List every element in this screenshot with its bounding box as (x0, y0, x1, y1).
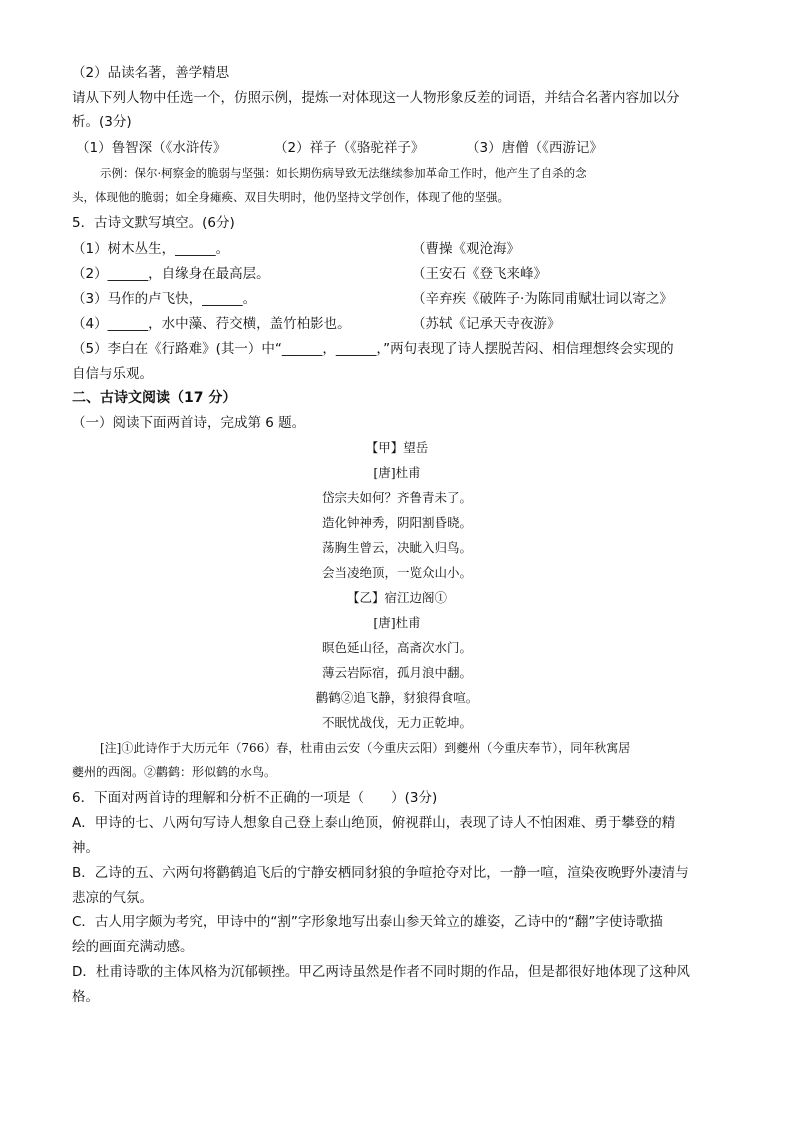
q5-item-2-source: （王安石《登飞来峰》 (412, 266, 547, 282)
q5-item-4-source: （苏轼《记承天寺夜游》 (412, 316, 561, 332)
poem-b-author: [唐]杜甫 (373, 615, 421, 630)
option-2: （2）祥子（《骆驼祥子》 (274, 140, 425, 156)
instruction-line-2: 析。(3分) (72, 114, 132, 130)
poem-a-line-3: 荡胸生曾云，决眦入归鸟。 (321, 540, 472, 555)
q5-item-2: （2）______，自缘身在最高层。 (72, 266, 270, 282)
poem-a-title: 【甲】望岳 (365, 440, 429, 455)
q6-option-b-line-1: B．乙诗的五、六两句将鹳鹤追飞后的宁静安栖同豺狼的争喧抢夺对比，一静一喧，渲染夜晚野外凄清与 (72, 865, 689, 881)
poem-b-line-1: 暝色延山径，高斋次水门。 (321, 640, 472, 655)
q5-item-1-source: （曹操《观沧海》 (412, 241, 520, 257)
poem-b-line-4: 不眠忧战伐，无力正乾坤。 (321, 715, 472, 730)
q6-option-d-line-2: 格。 (72, 989, 99, 1005)
q6-option-c-line-1: C．古人用字颇为考究，甲诗中的“割”字形象地写出泰山参天耸立的雄姿，乙诗中的“翻”字使诗歌描 (72, 914, 663, 930)
note-line-1: [注]①此诗作于大历元年（766）春，杜甫由云安（今重庆云阳）到夔州（今重庆奉节），同年秋寓居 (100, 741, 631, 755)
section-2-title: （2）品读名著，善学精思 (72, 65, 230, 81)
example-line-1: 示例：保尔·柯察金的脆弱与坚强：如长期伤病导致无法继续参加革命工作时，他产生了自杀的念 (100, 166, 587, 180)
poem-a-line-1: 岱宗夫如何？齐鲁青未了。 (321, 490, 472, 505)
q5-item-5-line-1: （5）李白在《行路难》(其一）中“______，______，”两句表现了诗人摆脱苦闷、相信理想终会实现的 (72, 341, 674, 357)
poem-a-line-4: 会当凌绝顶，一览众山小。 (321, 565, 472, 580)
part-2-sub-heading: （一）阅读下面两首诗，完成第 6 题。 (72, 415, 306, 431)
poem-b-line-3: 鹳鹤②追飞静，豺狼得食喧。 (315, 690, 479, 705)
q5-item-3: （3）马作的卢飞快，______。 (72, 291, 257, 307)
q5-title: 5．古诗文默写填空。(6分) (72, 215, 235, 231)
poem-b-title: 【乙】宿江边阁① (346, 590, 447, 605)
q5-item-5-line-2: 自信与乐观。 (72, 366, 153, 382)
q6-option-d-line-1: D．杜甫诗歌的主体风格为沉郁顿挫。甲乙两诗虽然是作者不同时期的作品，但是都很好地体现了这种风 (72, 964, 690, 980)
poem-b-line-2: 薄云岩际宿，孤月浪中翻。 (321, 665, 472, 680)
option-1: （1）鲁智深（《水浒传》 (76, 140, 227, 156)
part-2-heading: 二、古诗文阅读（17 分） (72, 390, 237, 406)
q6-option-a-line-1: A．甲诗的七、八两句写诗人想象自己登上泰山绝顶，俯视群山，表现了诗人不怕困难、勇于攀登的精 (72, 815, 676, 831)
poem-a-line-2: 造化钟神秀，阴阳割昏晓。 (321, 515, 472, 530)
q6-option-c-line-2: 绘的画面充满动感。 (72, 939, 194, 955)
instruction-line-1: 请从下列人物中任选一个，仿照示例，提炼一对体现这一人物形象反差的词语，并结合名著内容加以分 (72, 90, 680, 106)
q5-item-1: （1）树木丛生，______。 (72, 241, 230, 257)
q5-item-3-source: （辛弃疾《破阵子·为陈同甫赋壮词以寄之》 (412, 291, 673, 307)
q6-option-a-line-2: 神。 (72, 840, 99, 856)
q6-option-b-line-2: 悲凉的气氛。 (72, 890, 153, 906)
q6-stem: 6．下面对两首诗的理解和分析不正确的一项是（ ）(3分) (72, 790, 438, 806)
option-3: （3）唐僧（《西游记》 (466, 140, 603, 156)
q5-item-4: （4）______，水中藻、荇交横，盖竹柏影也。 (72, 316, 351, 332)
example-line-2: 头，体现他的脆弱；如全身瘫痪、双目失明时，他仍坚持文学创作，体现了他的坚强。 (72, 190, 509, 204)
note-line-2: 夔州的西阁。②鹳鹤：形似鹤的水鸟。 (72, 765, 277, 779)
poem-a-author: [唐]杜甫 (373, 465, 421, 480)
